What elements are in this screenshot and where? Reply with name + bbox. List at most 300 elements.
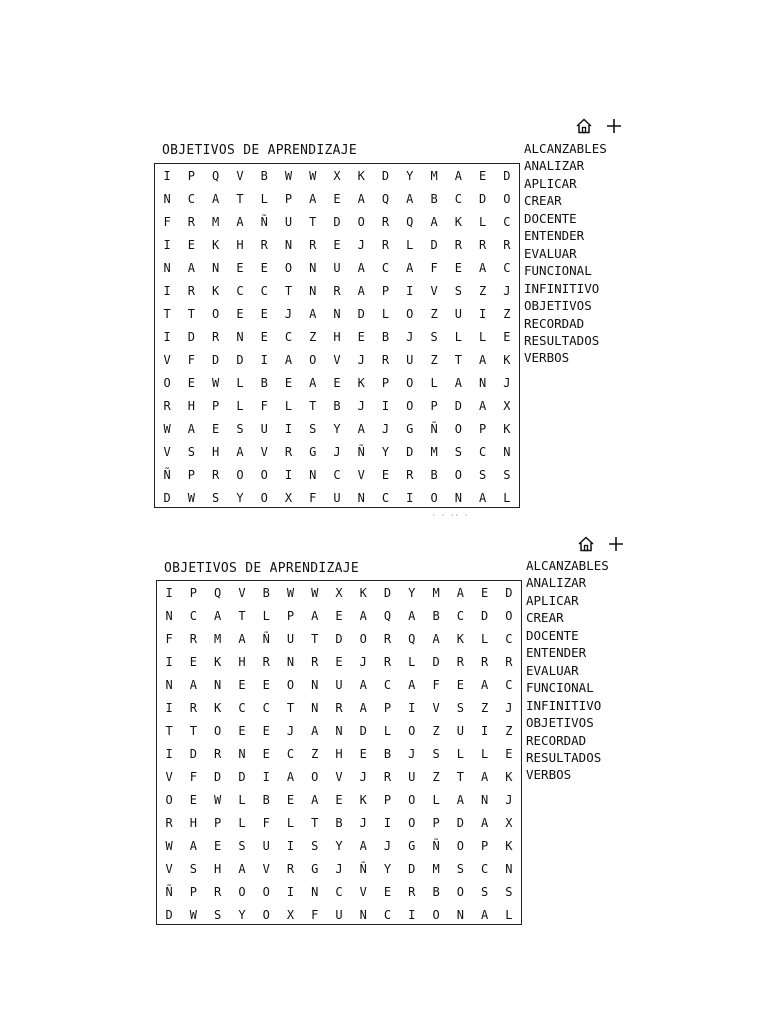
grid-cell[interactable]: S — [187, 444, 196, 459]
grid-cell[interactable]: U — [454, 306, 462, 321]
grid-cell[interactable]: I — [163, 283, 171, 298]
grid-cell[interactable]: S — [214, 907, 222, 922]
grid-cell[interactable]: J — [359, 654, 367, 669]
grid-cell[interactable]: R — [383, 631, 392, 646]
grid-cell[interactable]: Y — [238, 907, 246, 922]
grid-cell[interactable]: D — [165, 907, 173, 922]
grid-cell[interactable]: A — [478, 398, 487, 413]
grid-cell[interactable]: I — [478, 306, 487, 321]
grid-cell[interactable]: Ñ — [165, 884, 173, 899]
grid-cell[interactable]: L — [478, 329, 487, 344]
grid-cell[interactable]: S — [212, 490, 220, 505]
grid-cell[interactable]: C — [333, 467, 341, 482]
grid-cell[interactable]: J — [359, 815, 367, 830]
grid-cell[interactable]: O — [408, 792, 416, 807]
grid-cell[interactable]: I — [165, 585, 173, 600]
grid-cell[interactable]: T — [454, 352, 462, 367]
grid-cell[interactable]: O — [430, 490, 438, 505]
grid-cell[interactable]: A — [311, 792, 319, 807]
grid-cell[interactable]: C — [503, 260, 511, 275]
grid-cell[interactable]: K — [214, 700, 222, 715]
grid-cell[interactable]: V — [333, 352, 341, 367]
grid-cell[interactable]: D — [357, 306, 365, 321]
grid-cell[interactable]: R — [381, 237, 390, 252]
grid-cell[interactable]: Z — [430, 306, 438, 321]
grid-cell[interactable]: H — [187, 398, 196, 413]
grid-cell[interactable]: O — [357, 214, 365, 229]
grid-cell[interactable]: J — [406, 329, 414, 344]
grid-cell[interactable]: T — [189, 723, 198, 738]
grid-cell[interactable]: L — [478, 214, 487, 229]
grid-cell[interactable]: B — [432, 608, 440, 623]
grid-cell[interactable]: L — [286, 815, 295, 830]
grid-cell[interactable]: B — [260, 168, 268, 183]
grid-cell[interactable]: O — [359, 631, 367, 646]
grid-cell[interactable]: F — [163, 214, 171, 229]
grid-cell[interactable]: Z — [503, 306, 511, 321]
grid-cell[interactable]: F — [189, 769, 198, 784]
grid-cell[interactable]: A — [359, 608, 367, 623]
grid-cell[interactable]: R — [381, 214, 390, 229]
grid-cell[interactable]: C — [189, 608, 198, 623]
grid-cell[interactable]: I — [381, 398, 390, 413]
grid-cell[interactable]: D — [505, 585, 513, 600]
grid-cell[interactable]: N — [238, 746, 246, 761]
grid-cell[interactable]: J — [357, 398, 365, 413]
grid-cell[interactable]: K — [359, 792, 367, 807]
grid-cell[interactable]: D — [189, 746, 198, 761]
grid-cell[interactable]: S — [454, 283, 462, 298]
grid-cell[interactable]: O — [456, 884, 464, 899]
grid-cell[interactable]: D — [187, 329, 196, 344]
grid-cell[interactable]: E — [383, 884, 392, 899]
grid-cell[interactable]: V — [165, 769, 173, 784]
grid-cell[interactable]: V — [165, 861, 173, 876]
grid-cell[interactable]: K — [357, 375, 365, 390]
grid-cell[interactable]: Ñ — [432, 838, 440, 853]
grid-cell[interactable]: J — [333, 444, 341, 459]
grid-cell[interactable]: C — [238, 700, 246, 715]
grid-cell[interactable]: E — [189, 654, 198, 669]
grid-cell[interactable]: R — [406, 467, 414, 482]
grid-cell[interactable]: E — [236, 306, 244, 321]
grid-cell[interactable]: D — [503, 168, 511, 183]
grid-cell[interactable]: V — [432, 700, 440, 715]
grid-cell[interactable]: A — [454, 168, 462, 183]
grid-cell[interactable]: N — [163, 191, 171, 206]
grid-cell[interactable]: A — [286, 769, 295, 784]
grid-cell[interactable]: E — [260, 260, 268, 275]
grid-cell[interactable]: H — [335, 746, 343, 761]
grid-cell[interactable]: F — [260, 398, 268, 413]
grid-cell[interactable]: A — [238, 631, 246, 646]
grid-cell[interactable]: Z — [430, 352, 438, 367]
grid-cell[interactable]: X — [333, 168, 341, 183]
grid-cell[interactable]: T — [311, 815, 319, 830]
grid-cell[interactable]: P — [480, 838, 489, 853]
grid-cell[interactable]: N — [165, 608, 173, 623]
grid-cell[interactable]: A — [480, 677, 489, 692]
grid-cell[interactable]: O — [286, 677, 295, 692]
grid-cell[interactable]: A — [357, 283, 365, 298]
grid-cell[interactable]: Ñ — [430, 421, 438, 436]
grid-cell[interactable]: K — [505, 769, 513, 784]
grid-cell[interactable]: O — [454, 467, 462, 482]
grid-cell[interactable]: C — [383, 907, 392, 922]
grid-cell[interactable]: A — [478, 490, 487, 505]
grid-cell[interactable]: Z — [311, 746, 319, 761]
grid-cell[interactable]: I — [406, 490, 414, 505]
grid-cell[interactable]: N — [478, 375, 487, 390]
grid-cell[interactable]: C — [505, 677, 513, 692]
grid-cell[interactable]: O — [406, 398, 414, 413]
grid-cell[interactable]: O — [212, 306, 220, 321]
grid-cell[interactable]: A — [480, 907, 489, 922]
grid-cell[interactable]: T — [286, 700, 295, 715]
grid-cell[interactable]: R — [505, 654, 513, 669]
grid-cell[interactable]: H — [333, 329, 341, 344]
grid-cell[interactable]: U — [284, 214, 293, 229]
grid-cell[interactable]: Z — [309, 329, 317, 344]
grid-cell[interactable]: Q — [381, 191, 390, 206]
grid-cell[interactable]: R — [478, 237, 487, 252]
grid-cell[interactable]: R — [503, 237, 511, 252]
grid-cell[interactable]: C — [284, 329, 293, 344]
grid-cell[interactable]: O — [309, 352, 317, 367]
grid-cell[interactable]: A — [187, 421, 196, 436]
grid-cell[interactable]: V — [236, 168, 244, 183]
grid-cell[interactable]: T — [238, 608, 246, 623]
grid-cell[interactable]: V — [260, 444, 268, 459]
grid-cell[interactable]: V — [238, 585, 246, 600]
grid-cell[interactable]: L — [505, 907, 513, 922]
grid-cell[interactable]: U — [408, 769, 416, 784]
grid-cell[interactable]: P — [214, 815, 222, 830]
grid-cell[interactable]: D — [454, 398, 462, 413]
grid-cell[interactable]: R — [189, 631, 198, 646]
grid-cell[interactable]: I — [408, 907, 416, 922]
grid-cell[interactable]: E — [333, 191, 341, 206]
grid-cell[interactable]: F — [311, 907, 319, 922]
grid-cell[interactable]: P — [284, 191, 293, 206]
grid-cell[interactable]: S — [456, 861, 464, 876]
grid-cell[interactable]: L — [454, 329, 462, 344]
grid-cell[interactable]: H — [236, 237, 244, 252]
grid-cell[interactable]: P — [187, 467, 196, 482]
grid-cell[interactable]: A — [214, 608, 222, 623]
grid-cell[interactable]: L — [432, 792, 440, 807]
grid-cell[interactable]: V — [430, 283, 438, 298]
grid-cell[interactable]: W — [212, 375, 220, 390]
grid-cell[interactable]: J — [284, 306, 293, 321]
grid-cell[interactable]: R — [335, 700, 343, 715]
grid-cell[interactable]: P — [212, 398, 220, 413]
grid-cell[interactable]: C — [335, 884, 343, 899]
grid-cell[interactable]: J — [505, 792, 513, 807]
grid-cell[interactable]: N — [333, 306, 341, 321]
grid-cell[interactable]: U — [406, 352, 414, 367]
grid-cell[interactable]: Ñ — [359, 861, 367, 876]
grid-cell[interactable]: M — [432, 861, 440, 876]
grid-cell[interactable]: O — [408, 815, 416, 830]
grid-cell[interactable]: Z — [432, 723, 440, 738]
grid-cell[interactable]: D — [212, 352, 220, 367]
grid-cell[interactable]: W — [189, 907, 198, 922]
grid-cell[interactable]: A — [454, 375, 462, 390]
grid-cell[interactable]: N — [212, 260, 220, 275]
grid-cell[interactable]: I — [383, 815, 392, 830]
grid-cell[interactable]: V — [163, 444, 171, 459]
home-icon[interactable] — [576, 534, 596, 554]
grid-cell[interactable]: T — [311, 631, 319, 646]
grid-cell[interactable]: F — [309, 490, 317, 505]
grid-cell[interactable]: L — [430, 375, 438, 390]
grid-cell[interactable]: I — [165, 746, 173, 761]
grid-cell[interactable]: A — [357, 191, 365, 206]
grid-cell[interactable]: O — [214, 723, 222, 738]
grid-cell[interactable]: E — [187, 375, 196, 390]
grid-cell[interactable]: P — [187, 168, 196, 183]
grid-cell[interactable]: S — [430, 329, 438, 344]
grid-cell[interactable]: N — [503, 444, 511, 459]
grid-cell[interactable]: B — [430, 467, 438, 482]
grid-cell[interactable]: P — [383, 700, 392, 715]
grid-cell[interactable]: T — [284, 283, 293, 298]
grid-cell[interactable]: I — [163, 237, 171, 252]
grid-cell[interactable]: E — [284, 375, 293, 390]
grid-cell[interactable]: D — [480, 608, 489, 623]
grid-cell[interactable]: R — [212, 329, 220, 344]
grid-cell[interactable]: X — [284, 490, 293, 505]
grid-cell[interactable]: R — [309, 237, 317, 252]
grid-cell[interactable]: O — [505, 608, 513, 623]
grid-cell[interactable]: W — [286, 585, 295, 600]
grid-cell[interactable]: E — [260, 329, 268, 344]
grid-cell[interactable]: N — [454, 490, 462, 505]
grid-cell[interactable]: P — [383, 792, 392, 807]
grid-cell[interactable]: D — [456, 815, 464, 830]
grid-cell[interactable]: N — [311, 884, 319, 899]
grid-cell[interactable]: A — [238, 861, 246, 876]
grid-cell[interactable]: Q — [214, 585, 222, 600]
grid-cell[interactable]: L — [238, 815, 246, 830]
grid-cell[interactable]: J — [505, 700, 513, 715]
grid-cell[interactable]: A — [357, 421, 365, 436]
grid-cell[interactable]: Ñ — [163, 467, 171, 482]
grid-cell[interactable]: B — [430, 191, 438, 206]
grid-cell[interactable]: E — [236, 260, 244, 275]
grid-cell[interactable]: E — [454, 260, 462, 275]
grid-cell[interactable]: R — [165, 815, 173, 830]
grid-cell[interactable]: A — [480, 815, 489, 830]
grid-cell[interactable]: E — [335, 654, 343, 669]
grid-cell[interactable]: I — [165, 654, 173, 669]
grid-cell[interactable]: O — [260, 490, 268, 505]
grid-cell[interactable]: L — [480, 746, 489, 761]
grid-cell[interactable]: U — [333, 260, 341, 275]
grid-cell[interactable]: P — [478, 421, 487, 436]
grid-cell[interactable]: E — [262, 677, 270, 692]
grid-cell[interactable]: E — [260, 306, 268, 321]
grid-cell[interactable]: R — [262, 654, 270, 669]
grid-cell[interactable]: C — [187, 191, 196, 206]
grid-cell[interactable]: U — [456, 723, 464, 738]
grid-cell[interactable]: X — [286, 907, 295, 922]
grid-cell[interactable]: Ñ — [357, 444, 365, 459]
grid-cell[interactable]: J — [359, 769, 367, 784]
grid-cell[interactable]: L — [238, 792, 246, 807]
grid-cell[interactable]: A — [406, 260, 414, 275]
grid-cell[interactable]: E — [480, 585, 489, 600]
grid-cell[interactable]: F — [430, 260, 438, 275]
grid-cell[interactable]: C — [260, 283, 268, 298]
grid-cell[interactable]: Z — [478, 283, 487, 298]
grid-cell[interactable]: C — [454, 191, 462, 206]
grid-cell[interactable]: H — [212, 444, 220, 459]
grid-cell[interactable]: T — [165, 723, 173, 738]
grid-cell[interactable]: U — [260, 421, 268, 436]
grid-cell[interactable]: P — [189, 884, 198, 899]
grid-cell[interactable]: A — [432, 631, 440, 646]
grid-cell[interactable]: I — [408, 700, 416, 715]
grid-cell[interactable]: R — [480, 654, 489, 669]
grid-cell[interactable]: N — [311, 677, 319, 692]
grid-cell[interactable]: N — [357, 490, 365, 505]
grid-cell[interactable]: A — [357, 260, 365, 275]
grid-cell[interactable]: B — [262, 585, 270, 600]
grid-cell[interactable]: E — [359, 746, 367, 761]
grid-cell[interactable]: D — [359, 723, 367, 738]
grid-cell[interactable]: J — [357, 237, 365, 252]
grid-cell[interactable]: I — [286, 884, 295, 899]
grid-cell[interactable]: T — [236, 191, 244, 206]
grid-cell[interactable]: C — [381, 490, 390, 505]
grid-cell[interactable]: R — [381, 352, 390, 367]
grid-cell[interactable]: T — [187, 306, 196, 321]
grid-cell[interactable]: U — [286, 631, 295, 646]
grid-cell[interactable]: A — [189, 677, 198, 692]
grid-cell[interactable]: E — [333, 375, 341, 390]
grid-cell[interactable]: E — [333, 237, 341, 252]
grid-cell[interactable]: W — [187, 490, 196, 505]
grid-cell[interactable]: D — [238, 769, 246, 784]
grid-cell[interactable]: P — [381, 375, 390, 390]
grid-cell[interactable]: M — [430, 168, 438, 183]
grid-cell[interactable]: H — [189, 815, 198, 830]
grid-cell[interactable]: S — [503, 467, 511, 482]
grid-cell[interactable]: H — [238, 654, 246, 669]
grid-cell[interactable]: A — [408, 677, 416, 692]
grid-cell[interactable]: A — [359, 838, 367, 853]
grid-cell[interactable]: G — [408, 838, 416, 853]
grid-cell[interactable]: P — [381, 283, 390, 298]
grid-cell[interactable]: S — [238, 838, 246, 853]
grid-cell[interactable]: E — [238, 723, 246, 738]
grid-cell[interactable]: W — [214, 792, 222, 807]
grid-cell[interactable]: T — [163, 306, 171, 321]
grid-cell[interactable]: O — [454, 421, 462, 436]
grid-cell[interactable]: Y — [381, 444, 390, 459]
grid-cell[interactable]: R — [456, 654, 464, 669]
grid-cell[interactable]: N — [480, 792, 489, 807]
grid-cell[interactable]: J — [335, 861, 343, 876]
grid-cell[interactable]: R — [408, 884, 416, 899]
grid-cell[interactable]: E — [262, 746, 270, 761]
grid-cell[interactable]: A — [359, 700, 367, 715]
grid-cell[interactable]: I — [260, 352, 268, 367]
grid-cell[interactable]: S — [480, 884, 489, 899]
grid-cell[interactable]: D — [406, 444, 414, 459]
grid-cell[interactable]: R — [284, 444, 293, 459]
grid-cell[interactable]: L — [480, 631, 489, 646]
grid-cell[interactable]: E — [478, 168, 487, 183]
grid-cell[interactable]: Q — [408, 631, 416, 646]
grid-cell[interactable]: L — [408, 654, 416, 669]
grid-cell[interactable]: N — [214, 677, 222, 692]
grid-cell[interactable]: C — [262, 700, 270, 715]
grid-cell[interactable]: O — [260, 467, 268, 482]
grid-cell[interactable]: J — [503, 375, 511, 390]
grid-cell[interactable]: C — [503, 214, 511, 229]
grid-cell[interactable]: O — [163, 375, 171, 390]
grid-cell[interactable]: N — [505, 861, 513, 876]
grid-cell[interactable]: I — [284, 421, 293, 436]
grid-cell[interactable]: I — [163, 168, 171, 183]
grid-cell[interactable]: N — [456, 907, 464, 922]
grid-cell[interactable]: R — [214, 746, 222, 761]
grid-cell[interactable]: C — [236, 283, 244, 298]
grid-cell[interactable]: E — [381, 467, 390, 482]
grid-cell[interactable]: N — [311, 700, 319, 715]
grid-cell[interactable]: K — [212, 237, 220, 252]
grid-cell[interactable]: I — [163, 329, 171, 344]
grid-cell[interactable]: F — [262, 815, 270, 830]
grid-cell[interactable]: T — [309, 398, 317, 413]
grid-cell[interactable]: P — [430, 398, 438, 413]
grid-cell[interactable]: E — [187, 237, 196, 252]
grid-cell[interactable]: L — [383, 723, 392, 738]
grid-cell[interactable]: A — [284, 352, 293, 367]
grid-cell[interactable]: N — [284, 237, 293, 252]
grid-cell[interactable]: B — [333, 398, 341, 413]
grid-cell[interactable]: F — [432, 677, 440, 692]
grid-cell[interactable]: V — [359, 884, 367, 899]
grid-cell[interactable]: O — [238, 884, 246, 899]
grid-cell[interactable]: O — [236, 467, 244, 482]
grid-cell[interactable]: G — [311, 861, 319, 876]
grid-cell[interactable]: E — [456, 677, 464, 692]
grid-cell[interactable]: K — [503, 352, 511, 367]
grid-cell[interactable]: E — [286, 792, 295, 807]
grid-cell[interactable]: A — [406, 191, 414, 206]
grid-cell[interactable]: B — [381, 329, 390, 344]
grid-cell[interactable]: X — [505, 815, 513, 830]
grid-cell[interactable]: W — [311, 585, 319, 600]
grid-cell[interactable]: R — [260, 237, 268, 252]
grid-cell[interactable]: R — [187, 214, 196, 229]
grid-cell[interactable]: P — [189, 585, 198, 600]
grid-cell[interactable]: O — [284, 260, 293, 275]
grid-cell[interactable]: S — [311, 838, 319, 853]
grid-cell[interactable]: L — [262, 608, 270, 623]
grid-cell[interactable]: A — [456, 585, 464, 600]
grid-cell[interactable]: O — [262, 884, 270, 899]
grid-cell[interactable]: A — [309, 306, 317, 321]
grid-cell[interactable]: E — [214, 838, 222, 853]
grid-cell[interactable]: S — [505, 884, 513, 899]
grid-cell[interactable]: D — [236, 352, 244, 367]
grid-cell[interactable]: D — [381, 168, 390, 183]
